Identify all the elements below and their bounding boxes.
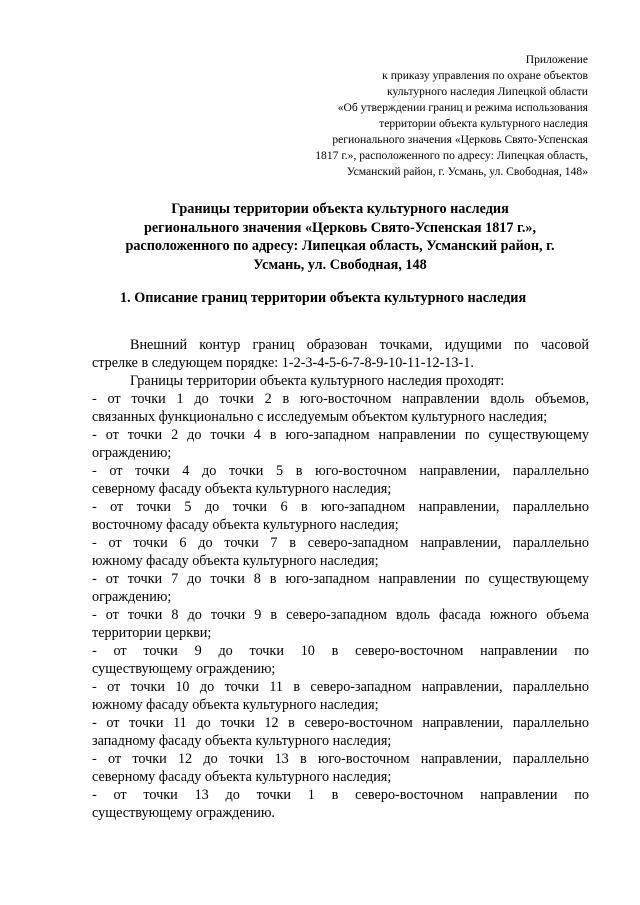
body-line: Границы территории объекта культурного наследия проходят: [130, 373, 505, 389]
body-line: территории церкви; [92, 625, 212, 641]
body-line: ограждению; [92, 589, 172, 605]
body-line: восточному фасаду объекта культурного наследия; [92, 517, 399, 533]
body-line: - от точки 8 до точки 9 в северо-западном вдоль фасада южного объема [92, 607, 589, 623]
section-heading: 1. Описание границ территории объекта культурного наследия [120, 290, 527, 306]
annex-header [258, 52, 588, 180]
boundary-description [92, 336, 589, 822]
title-line: расположенного по адресу: Липецкая область, Усманский район, г. [125, 238, 555, 254]
title-line: регионального значения «Церковь Свято-Успенская 1817 г.», [143, 219, 537, 236]
body-line: стрелке в следующем порядке: 1-2-3-4-5-6-7-8-9-10-11-12-13-1. [92, 355, 474, 371]
annex-line: регионального значения «Церковь Свято-Успенская [332, 133, 588, 146]
body-line: - от точки 1 до точки 2 в юго-восточном направлении вдоль объемов, [92, 391, 589, 407]
body-line: - от точки 2 до точки 4 в юго-западном направлении по существующему [92, 427, 589, 443]
body-line: - от точки 7 до точки 8 в юго-западном направлении по существующему [92, 571, 589, 587]
body-line: связанных функционально с исследуемым объектом культурного наследия; [92, 409, 548, 425]
body-line: северному фасаду объекта культурного наследия; [92, 481, 392, 497]
annex-line: 1817 г.», расположенного по адресу: Липецкая область, [315, 149, 588, 162]
body-line: существующему ограждению; [92, 661, 276, 677]
annex-line: к приказу управления по охране объектов [382, 69, 588, 82]
body-line: ограждению; [92, 445, 172, 461]
body-line: существующему ограждению. [92, 805, 275, 821]
body-line: южному фасаду объекта культурного наследия; [92, 697, 379, 713]
body-line: - от точки 11 до точки 12 в северо-восточном направлении, параллельно [92, 715, 589, 731]
body-line: - от точки 4 до точки 5 в юго-восточном направлении, параллельно [92, 463, 589, 479]
body-line: Внешний контур границ образован точками, идущими по часовой [130, 337, 589, 353]
title-line: Границы территории объекта культурного наследия [171, 201, 509, 217]
body-line: - от точки 12 до точки 13 в юго-восточном направлении, параллельно [92, 751, 589, 767]
body-line: северному фасаду объекта культурного наследия; [92, 769, 392, 785]
annex-line: «Об утверждении границ и режима использования [337, 101, 588, 114]
body-line: - от точки 13 до точки 1 в северо-восточном направлении по [92, 787, 589, 803]
body-line: - от точки 10 до точки 11 в северо-западном направлении, параллельно [92, 679, 589, 695]
annex-line: Усманский район, г. Усмань, ул. Свободная, 148» [346, 165, 588, 178]
body-line: западному фасаду объекта культурного наследия; [92, 733, 392, 749]
title-line: Усмань, ул. Свободная, 148 [253, 256, 427, 273]
annex-line: культурного наследия Липецкой области [387, 85, 588, 98]
annex-line: территории объекта культурного наследия [379, 117, 588, 130]
body-line: - от точки 9 до точки 10 в северо-восточном направлении по [92, 643, 589, 659]
annex-line: Приложение [525, 53, 588, 66]
body-line: - от точки 6 до точки 7 в северо-западном направлении, параллельно [92, 535, 589, 551]
body-line: южному фасаду объекта культурного наследия; [92, 553, 379, 569]
body-line: - от точки 5 до точки 6 в юго-западном направлении, параллельно [92, 499, 589, 515]
document-title [90, 200, 590, 274]
